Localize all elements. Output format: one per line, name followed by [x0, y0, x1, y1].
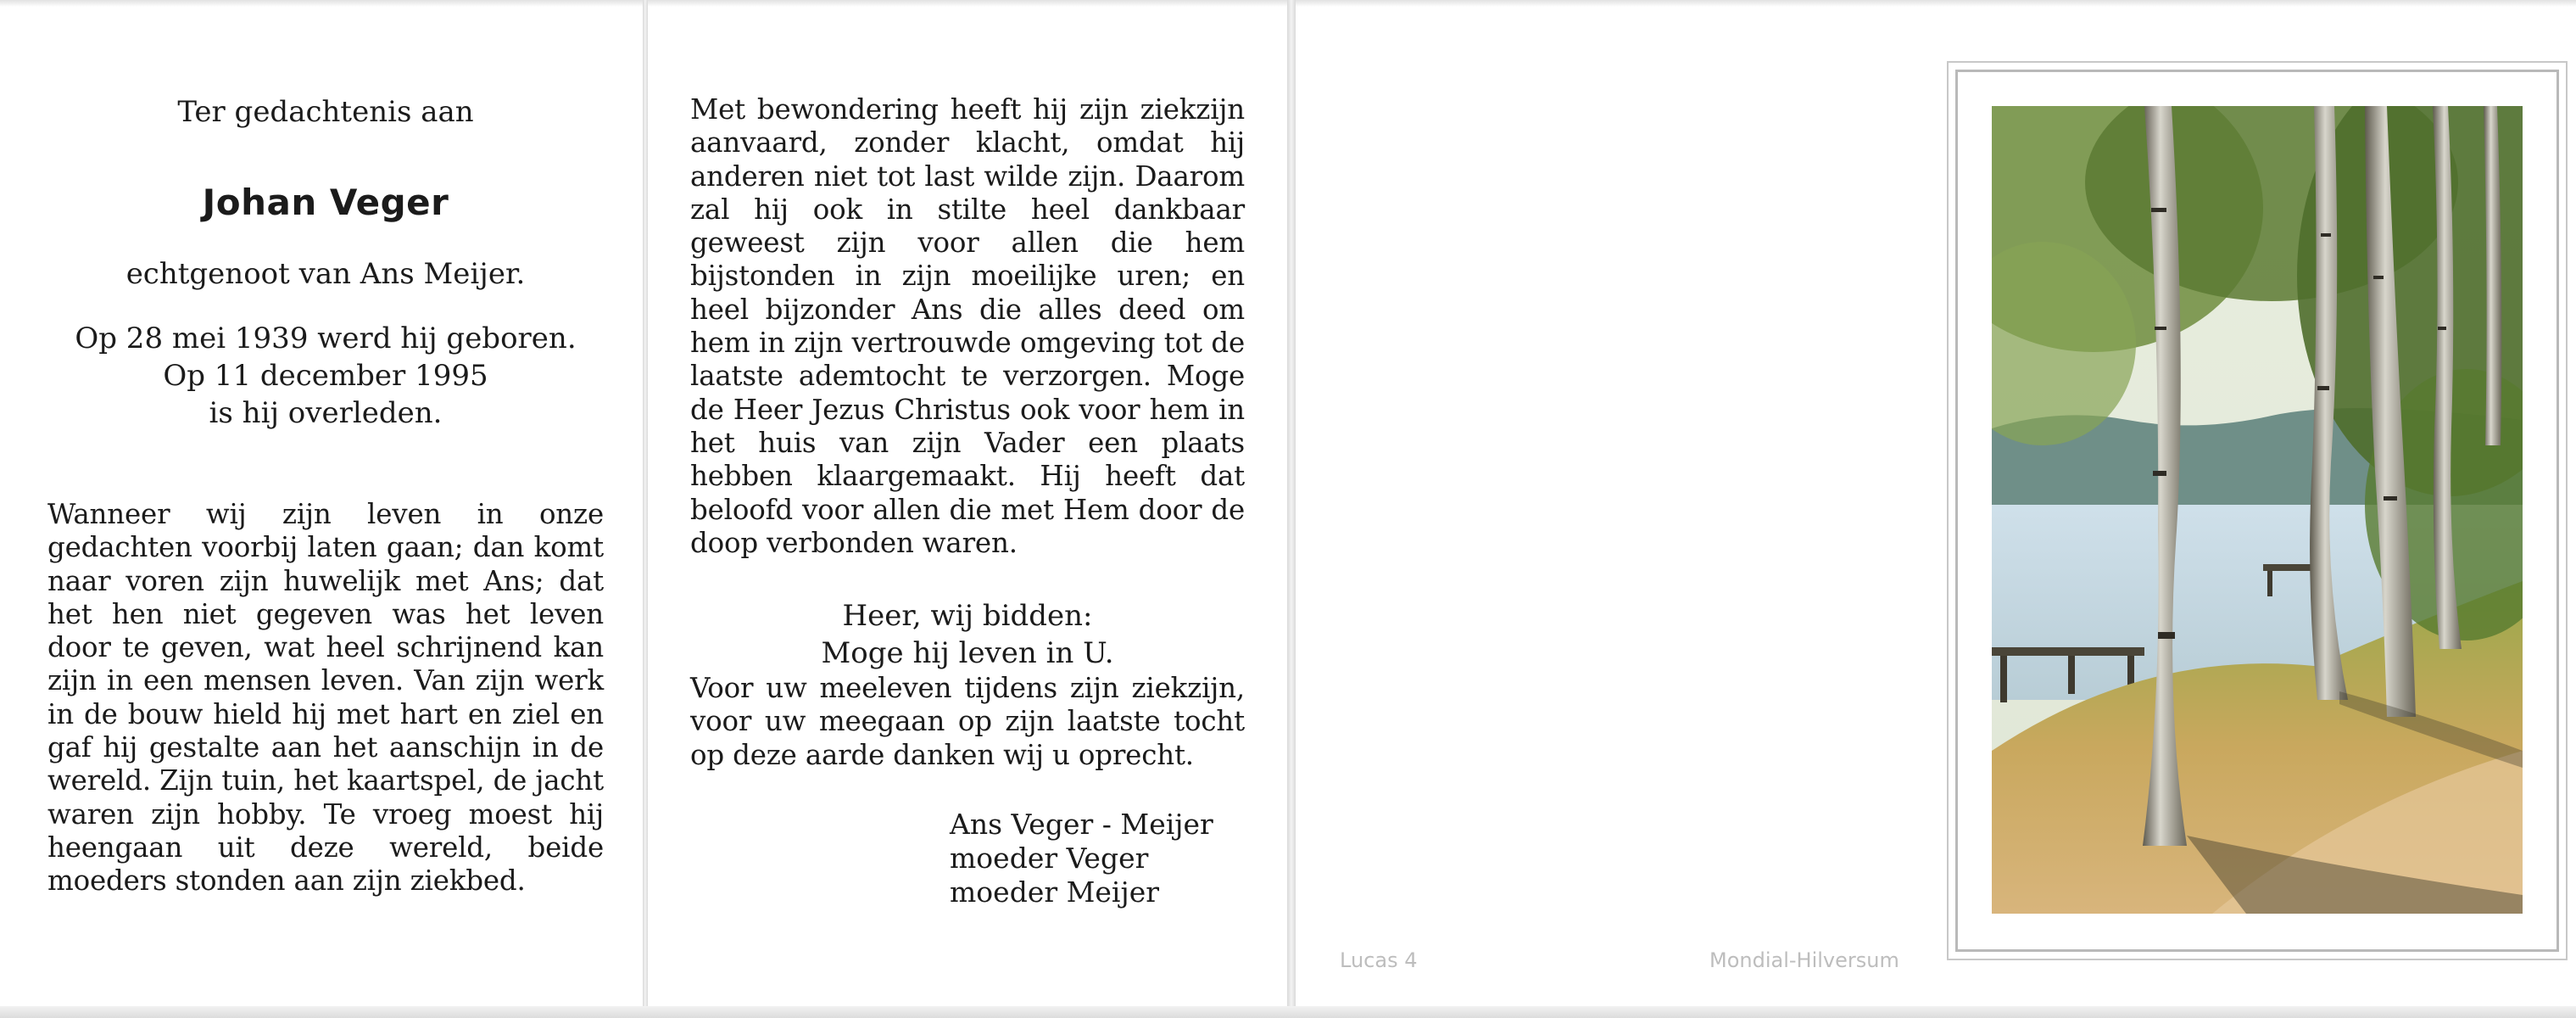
life-text: Wanneer wij zijn leven in onze gedachten voorbij laten gaan; dan komt naar voren zijn huwelijk met Ans; dat het hen niet gegeven was het leven door te geven, wat heel schrijnend kan zijn in een mensen leven. Van zijn werk in de bouw hield hij met hart en ziel en gaf hij gestalte aan het aanschijn in de wereld. Zijn tuin, het kaartspel, de jacht waren zijn hobby. Te vroeg moest hij heengaan uit deze wereld, beide moeders stonden aan zijn ziekbed.	[47, 498, 604, 898]
prayer-line-1: Heer, wij bidden:	[842, 599, 1093, 634]
publisher-credit: Mondial-Hilversum	[1709, 948, 1899, 972]
signatures	[690, 808, 1245, 909]
intro-text: Ter gedachtenis aan	[177, 95, 474, 129]
birch-trees-lake-photo	[1992, 106, 2523, 914]
illness-text: Met bewondering heeft hij zijn ziekzijn aanvaard, zonder klacht, omdat hij anderen niet tot last wilde zijn. Daarom zal hij ook in stilte heel dankbaar geweest zijn voor allen die hem bijstonden in zijn moeilijke uren; en heel bijzonder Ans die alles deed om hem in zijn vertrouwde omgeving tot de laatste ademtocht te verzorgen. Moge de Heer Jezus Christus ook voor hem in het huis van zijn Vader een plaats hebben klaargemaakt. Hij heeft dat beloofd voor allen die met Hem door de doop verbonden waren.	[690, 93, 1245, 559]
prayer-block	[690, 597, 1245, 672]
birth-line: Op 28 mei 1939 werd hij geboren.	[75, 322, 577, 355]
photo-frame	[1955, 70, 2559, 952]
middle-column	[690, 93, 1245, 909]
photo-illustration	[1992, 106, 2523, 914]
prayer-line-2: Moge hij leven in U.	[821, 636, 1114, 671]
signature-1: Ans Veger - Meijer	[950, 808, 1213, 842]
center-fold	[1287, 0, 1296, 1018]
dates-block	[47, 320, 604, 432]
card-bottom-edge	[0, 1006, 2576, 1018]
card-code: Lucas 4	[1340, 948, 1418, 972]
left-column	[47, 93, 604, 898]
deceased-name: Johan Veger	[202, 182, 449, 223]
signature-2: moeder Veger	[950, 842, 1149, 875]
death-date-line: Op 11 december 1995	[163, 359, 488, 393]
death-line: is hij overleden.	[209, 396, 443, 430]
spouse-line: echtgenoot van Ans Meijer.	[125, 257, 526, 291]
thanks-text: Voor uw meeleven tijdens zijn ziekzijn, voor uw meegaan op zijn laatste tocht op deze aarde danken wij u oprecht.	[690, 672, 1245, 771]
inner-fold	[643, 0, 648, 1018]
signature-3: moeder Meijer	[950, 875, 1160, 909]
